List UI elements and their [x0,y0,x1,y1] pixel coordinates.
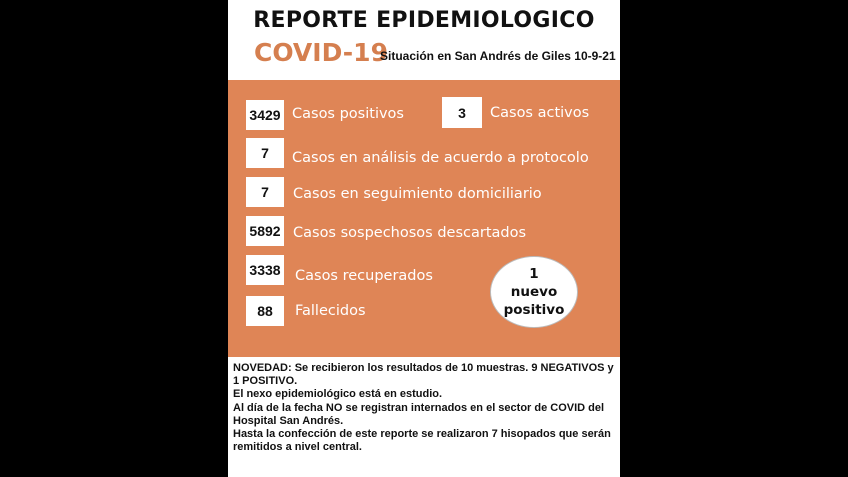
report-title: REPORTE EPIDEMIOLOGICO [253,8,595,33]
new-positive-word: nuevo [510,284,558,300]
discarded-cases-value: 5892 [246,216,284,246]
home-followup-label: Casos en seguimiento domiciliario [293,186,542,202]
covid-heading: COVID-19 [254,38,388,67]
positive-cases-label: Casos positivos [292,106,404,122]
report-sheet [228,0,620,477]
analysis-cases-value: 7 [246,138,284,168]
active-cases-value: 3 [442,97,482,128]
situation-subtitle: Situación en San Andrés de Giles 10-9-21 [380,49,616,63]
recovered-cases-value: 3338 [246,255,284,285]
new-positive-label: positivo [503,302,565,318]
deaths-label: Fallecidos [295,303,366,319]
recovered-cases-label: Casos recuperados [295,268,433,284]
deaths-value: 88 [246,296,284,326]
discarded-cases-label: Casos sospechosos descartados [293,225,527,241]
stats-panel [228,80,620,357]
news-nexus: El nexo epidemiológico está en estudio. [233,388,443,401]
analysis-cases-label: Casos en análisis de acuerdo a protocolo [292,150,589,166]
positive-cases-value: 3429 [246,100,284,130]
new-positive-count: 1 [529,266,539,282]
news-section [233,362,617,454]
active-cases-label: Casos activos [490,105,590,121]
news-results: NOVEDAD: Se recibieron los resultados de 10 muestras. 9 NEGATIVOS y 1 POSITIVO. [233,362,614,388]
news-swabs: Hasta la confección de este reporte se realizaron 7 hisopados que serán remitidos a nivel central. [233,428,611,454]
news-hospital: Al día de la fecha NO se registran internados en el sector de COVID del Hospital San Andrés. [233,401,605,427]
new-positive-badge [490,256,578,328]
home-followup-value: 7 [246,177,284,207]
